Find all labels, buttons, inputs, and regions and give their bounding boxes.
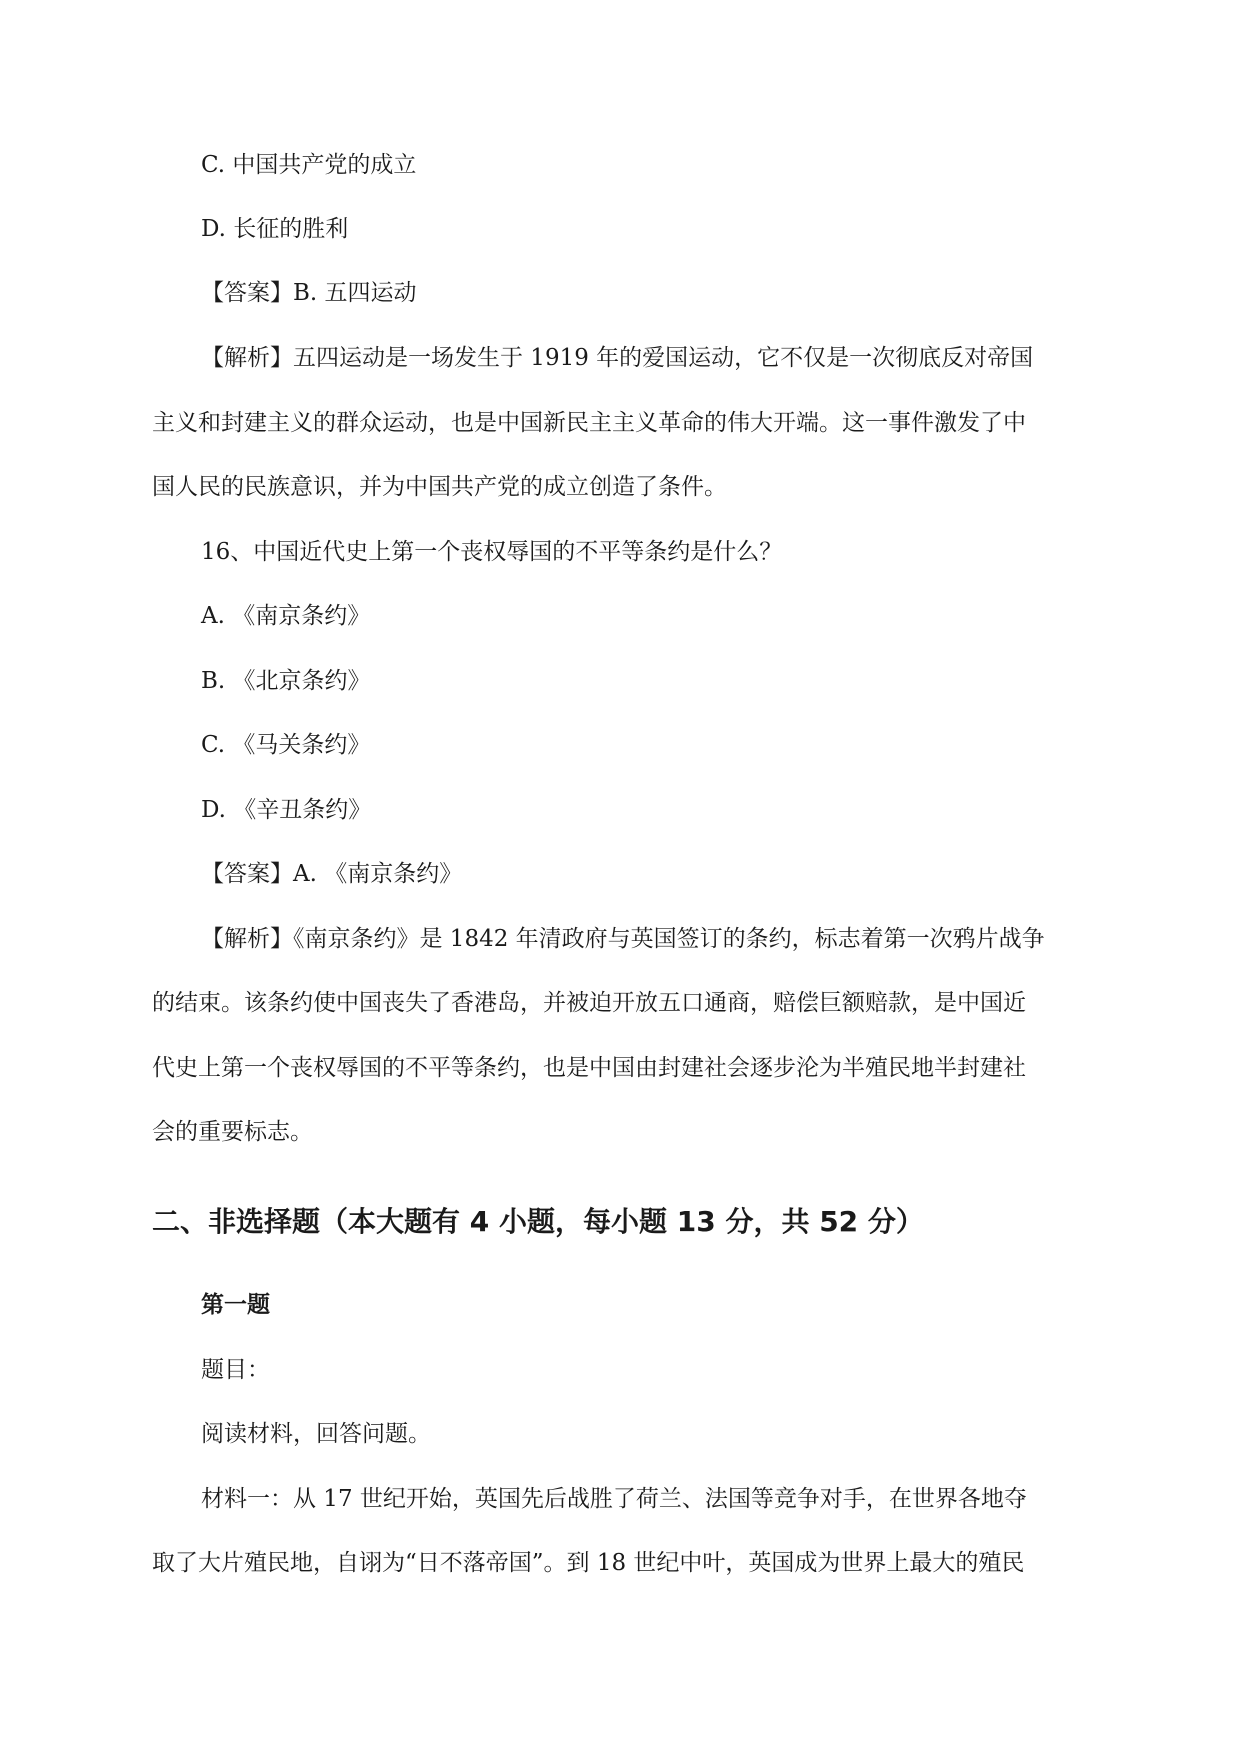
analysis-line: 的结束。该条约使中国丧失了香港岛，并被迫开放五口通商，赔偿巨额赔款，是中国近 bbox=[152, 990, 1026, 1016]
answer-line: 【答案】A. 《南京条约》 bbox=[201, 861, 463, 887]
analysis-line: 国人民的民族意识，并为中国共产党的成立创造了条件。 bbox=[152, 474, 727, 500]
option-b-line: B. 《北京条约》 bbox=[201, 668, 371, 694]
answer-line: 【答案】B. 五四运动 bbox=[201, 280, 417, 306]
analysis-line: 主义和封建主义的群众运动，也是中国新民主主义革命的伟大开端。这一事件激发了中 bbox=[152, 410, 1026, 436]
analysis-line: 【解析】五四运动是一场发生于 1919 年的爱国运动，它不仅是一次彻底反对帝国 bbox=[201, 345, 1034, 371]
analysis-line: 会的重要标志。 bbox=[152, 1119, 313, 1145]
analysis-line: 【解析】《南京条约》是 1842 年清政府与英国签订的条约，标志着第一次鸦片战争 bbox=[201, 926, 1045, 952]
material-line: 材料一：从 17 世纪开始，英国先后战胜了荷兰、法国等竞争对手，在世界各地夺 bbox=[201, 1486, 1027, 1512]
option-d-line: D. 《辛丑条约》 bbox=[201, 797, 372, 823]
question-16-line: 16、中国近代史上第一个丧权辱国的不平等条约是什么？ bbox=[201, 539, 783, 565]
option-c-line: C. 《马关条约》 bbox=[201, 732, 371, 758]
prompt-label: 题目： bbox=[201, 1357, 270, 1383]
section-heading: 二、非选择题（本大题有 4 小题，每小题 13 分，共 52 分） bbox=[152, 1205, 924, 1238]
option-c-line: C. 中国共产党的成立 bbox=[201, 152, 417, 178]
analysis-line: 代史上第一个丧权辱国的不平等条约，也是中国由封建社会逐步沦为半殖民地半封建社 bbox=[152, 1055, 1026, 1081]
instruction-line: 阅读材料，回答问题。 bbox=[201, 1421, 431, 1447]
question-title: 第一题 bbox=[201, 1292, 270, 1318]
option-d-line: D. 长征的胜利 bbox=[201, 216, 349, 242]
material-line: 取了大片殖民地，自诩为“日不落帝国”。到 18 世纪中叶，英国成为世界上最大的殖民 bbox=[152, 1550, 1025, 1576]
option-a-line: A. 《南京条约》 bbox=[201, 603, 371, 629]
